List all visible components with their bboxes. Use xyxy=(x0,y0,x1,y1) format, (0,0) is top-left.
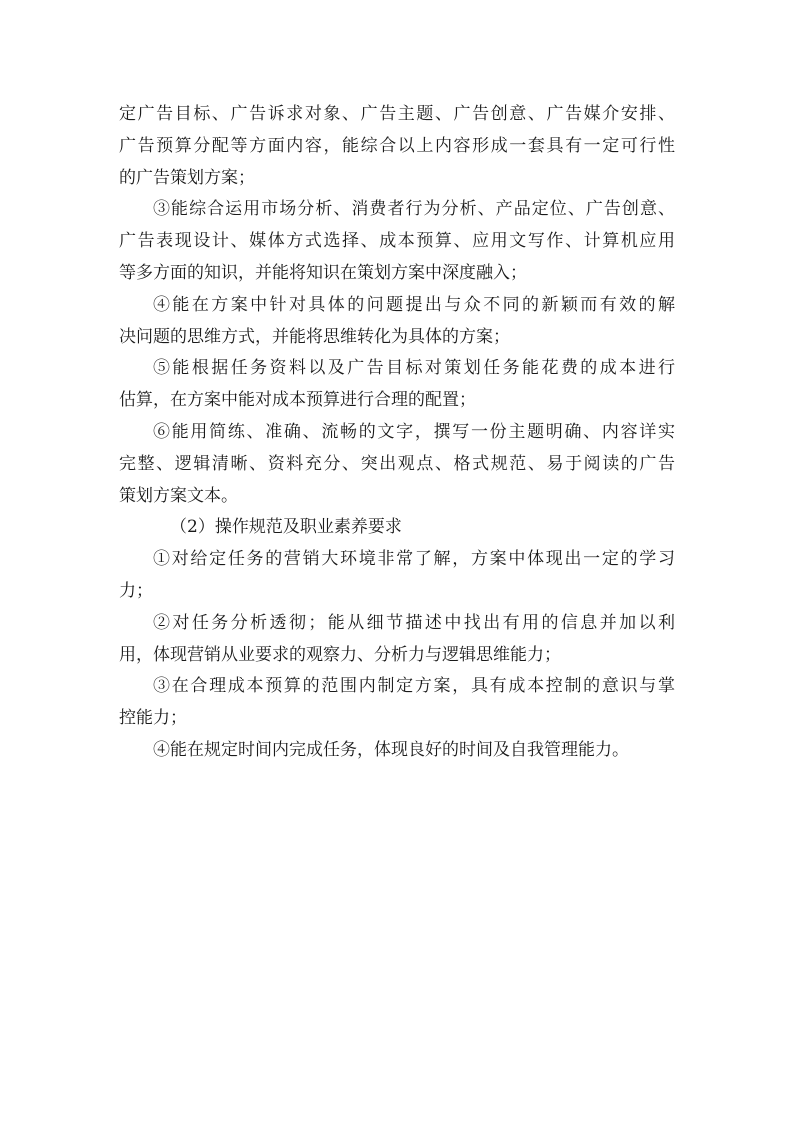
text-line: 策划方案文本。 xyxy=(119,485,238,506)
text-line: 完整、逻辑清晰、资料充分、突出观点、格式规范、易于阅读的广告 xyxy=(119,453,675,474)
text-line: ⑤能根据任务资料以及广告目标对策划任务能花费的成本进行 xyxy=(153,358,675,379)
text-line: 决问题的思维方式，并能将思维转化为具体的方案； xyxy=(119,326,510,347)
text-line: ①对给定任务的营销大环境非常了解，方案中体现出一定的学习 xyxy=(153,549,675,570)
text-line: ③在合理成本预算的范围内制定方案，具有成本控制的意识与掌 xyxy=(153,676,675,697)
text-line: ④能在规定时间内完成任务，体现良好的时间及自我管理能力。 xyxy=(153,739,629,760)
text-line: 的广告策划方案； xyxy=(119,167,255,188)
section-heading: （2）操作规范及职业素养要求 xyxy=(170,517,402,538)
text-line: 用，体现营销从业要求的观察力、分析力与逻辑思维能力； xyxy=(119,644,561,665)
text-line: ③能综合运用市场分析、消费者行为分析、产品定位、广告创意、 xyxy=(153,199,675,220)
text-line: 等多方面的知识，并能将知识在策划方案中深度融入； xyxy=(119,262,527,283)
document-body xyxy=(119,99,675,767)
text-line: ②对任务分析透彻；能从细节描述中找出有用的信息并加以利 xyxy=(153,612,675,633)
text-line: 广告表现设计、媒体方式选择、成本预算、应用文写作、计算机应用 xyxy=(119,231,675,252)
text-line: 广告预算分配等方面内容，能综合以上内容形成一套具有一定可行性 xyxy=(119,135,675,156)
text-line: ⑥能用简练、准确、流畅的文字，撰写一份主题明确、内容详实 xyxy=(153,421,675,442)
text-line: 定广告目标、广告诉求对象、广告主题、广告创意、广告媒介安排、 xyxy=(119,104,675,124)
text-line: 控能力； xyxy=(119,708,187,729)
text-line: ④能在方案中针对具体的问题提出与众不同的新颖而有效的解 xyxy=(153,294,675,315)
text-line: 力； xyxy=(119,580,153,601)
text-line: 估算，在方案中能对成本预算进行合理的配置； xyxy=(119,390,476,411)
